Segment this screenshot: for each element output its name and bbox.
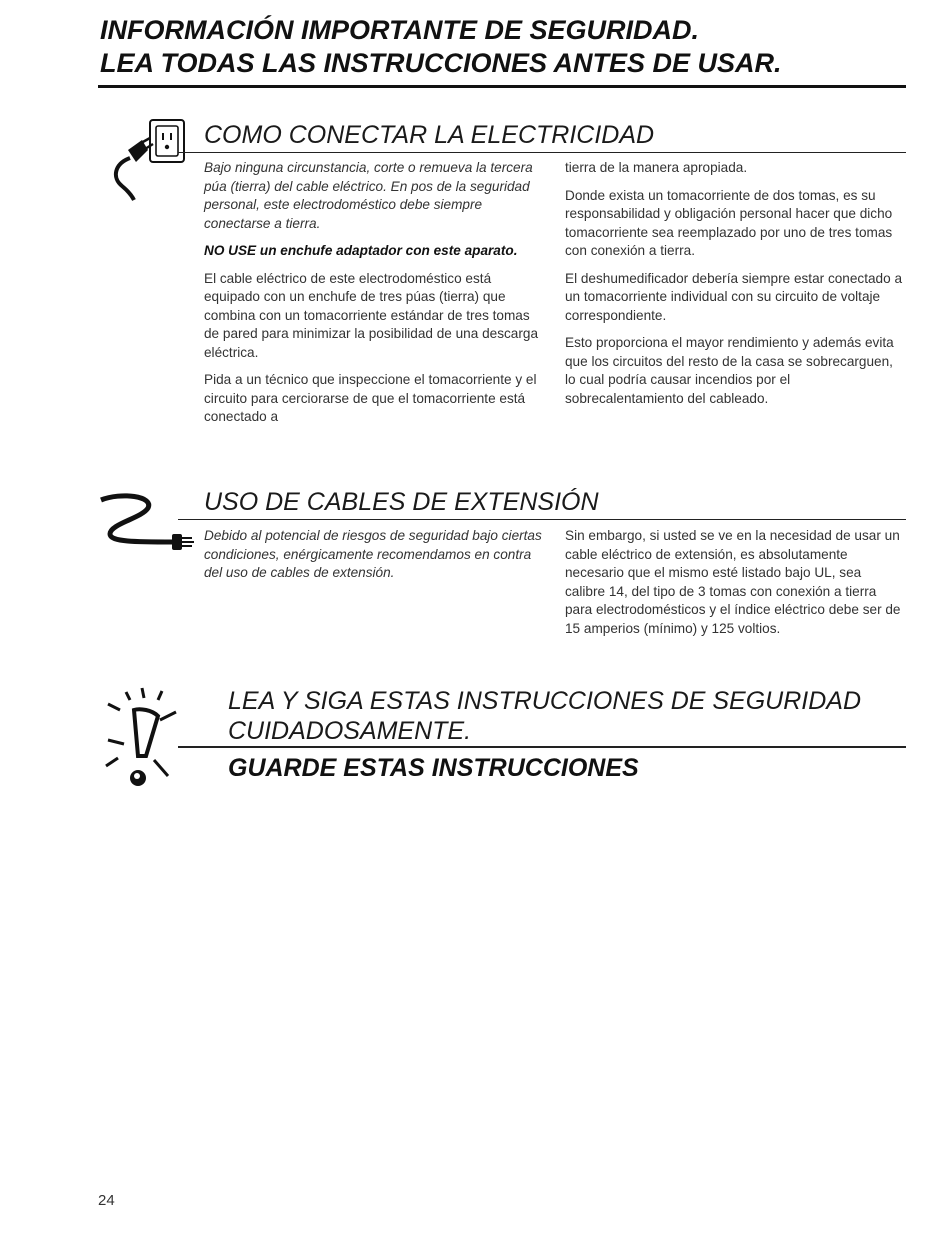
closing-line1: LEA Y SIGA ESTAS INSTRUCCIONES DE SEGURIDAD [228, 687, 862, 715]
section-rule-electricity [178, 152, 906, 153]
electricity-paragraph: tierra de la manera apropiada. [565, 160, 748, 175]
extension-right-column [565, 527, 905, 647]
extension-paragraph: Debido al potencial de riesgos de seguridad bajo ciertas condiciones, enérgicamente recomendamos en contra del uso de cables de extensión. [204, 528, 542, 580]
electricity-paragraph: El cable eléctrico de este electrodoméstico está equipado con un enchufe de tres púas (tierra) que combina con un tomacorriente estándar de tres tomas de pared para minimizar la posibilidad de una descarga eléctrica. [204, 270, 539, 360]
page-title-line2: LEA TODAS LAS INSTRUCCIONES ANTES DE USAR. [100, 48, 782, 78]
section-rule-extension [178, 519, 906, 520]
closing-line2: CUIDADOSAMENTE. [228, 717, 472, 745]
section-title-electricity: COMO CONECTAR LA ELECTRICIDAD [204, 121, 655, 149]
electricity-paragraph: Pida a un técnico que inspeccione el tomacorriente y el circuito para cerciorarse de que el tomacorriente está conectado a [204, 372, 537, 424]
extension-paragraph: Sin embargo, si usted se ve en la necesidad de usar un cable eléctrico de extensión, es absolutamente necesario que el mismo esté listado bajo UL, sea calibre 14, del tipo de 3 tomas con conexión a tierra para electrodomésticos y el índice eléctrico debe ser de 15 amperios (mínimo) y 125 voltios. [565, 528, 901, 636]
extension-left-column [204, 527, 544, 592]
warning-bulb-icon [100, 686, 210, 796]
save-instructions-heading: GUARDE ESTAS INSTRUCCIONES [228, 754, 639, 782]
electricity-paragraph: El deshumedificador debería siempre estar conectado a un tomacorriente individual con su circuito de voltaje correspondiente. [565, 270, 903, 323]
electricity-paragraph: Esto proporciona el mayor rendimiento y además evita que los circuitos del resto de la casa se sobrecarguen, lo cual podría causar incendios por el sobrecalentamiento del cableado. [565, 335, 894, 406]
plug-outlet-icon [108, 116, 188, 201]
page-title [100, 14, 920, 80]
section-rule-closing [178, 746, 906, 748]
title-rule [98, 85, 906, 88]
electricity-warning: NO USE un enchufe adaptador con este aparato. [204, 243, 518, 258]
page-number: 24 [98, 1192, 115, 1209]
extension-cord-icon [96, 488, 206, 554]
electricity-paragraph: Donde exista un tomacorriente de dos tomas, es su responsabilidad y obligación personal hacer que dicho tomacorriente sea reemplazado por uno de tres tomas con conexión a tierra. [565, 187, 893, 258]
section-title-extension: USO DE CABLES DE EXTENSIÓN [204, 488, 599, 516]
electricity-paragraph: Bajo ninguna circunstancia, corte o remueva la tercera púa (tierra) del cable eléctrico. En pos de la seguridad personal, este electrodoméstico debe siempre conectarse a tierra. [204, 160, 533, 231]
closing-instructions [228, 686, 908, 746]
page-title-line1: INFORMACIÓN IMPORTANTE DE SEGURIDAD. [100, 15, 700, 45]
electricity-left-column [204, 159, 544, 436]
electricity-right-column [565, 159, 905, 417]
